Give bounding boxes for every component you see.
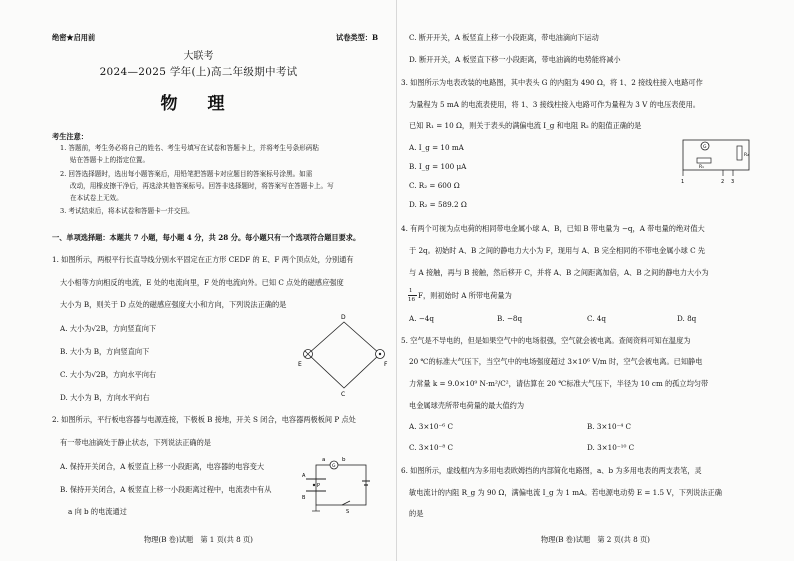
q4-option-a: A. −4q (409, 314, 434, 323)
subject-title: 物 理 (160, 94, 237, 114)
q4-option-c: C. 4q (587, 314, 606, 323)
q3-option-c: C. R₂ = 600 Ω (409, 181, 460, 190)
q2-fig-label-B: B (302, 495, 306, 501)
q2-option-a: A. 保持开关闭合，A 板竖直上移一小段距离，电容器的电容变大 (60, 462, 265, 471)
q1-option-a: A. 大小为√2B，方向竖直向下 (60, 324, 157, 333)
q4-text-line: 4. 有两个可视为点电荷的相同带电金属小球 A、B，已知 B 带电量为 −q，A 带电量的绝对值大 (401, 224, 705, 233)
q5-text-line: 电金属球壳所带电荷量的最大值约为 (409, 401, 525, 410)
note-line: 在本试卷上无效。 (70, 194, 123, 202)
q4-fraction-denominator: 16 (408, 297, 415, 303)
page-1-footer: 物理(B 卷)试题 第 1 页(共 8 页) (144, 535, 253, 544)
notes-title: 考生注意： (52, 132, 88, 141)
q2-option-c: C. 断开开关，A 板竖直上移一小段距离，带电油滴向下运动 (409, 33, 599, 42)
q5-text-line: 20 ℃的标准大气压下，当空气中的电场强度超过 3×10⁶ V/m 时，空气会被电离。已知静电 (409, 357, 703, 366)
q4-text-line: F，则初始时 A 所带电荷量为 (418, 291, 512, 300)
q6-text-line: 敏电流计的内阻 R_g 为 90 Ω，满偏电流 I_g 为 1 mA。若电源电动势 E = 1.5 V，下列说法正确 (409, 488, 722, 497)
q3-text-line: 3. 如图所示为电表改装的电路图，其中表头 G 的内阻为 490 Ω，将 1、2 接线柱接入电路可作 (401, 78, 703, 87)
q1-fig-label-d: D (341, 314, 346, 321)
q2-text-line: 2. 如图所示，平行板电容器与电源连接，下极板 B 接地，开关 S 闭合，电容器两极板间 P 点处 (52, 415, 356, 424)
q5-option-d: D. 3×10⁻¹⁰ C (587, 443, 635, 452)
q1-text-line: 大小相等方向相反的电流，E 处的电流向里，F 处的电流向外。已知 C 点处的磁感应强度 (60, 278, 344, 287)
q4-text-line: 与 A 接触，再与 B 接触，然后移开 C，并将 A、B 之间距离加倍，A、B 之间的静电力大小为 (409, 268, 709, 277)
q6-text-line: 6. 如图所示，虚线框内为多用电表欧姆挡的内部简化电路图，a、b 为多用电表的两支表笔，灵 (401, 466, 702, 475)
q4-option-d: D. 8q (677, 314, 697, 323)
note-line: 1. 答题前，考生务必将自己的姓名、考生号填写在试卷和答题卡上，并将考生号条形码粘 (60, 144, 319, 152)
q1-option-c: C. 大小为√2B，方向水平向右 (60, 370, 157, 379)
q3-option-a: A. I_g = 10 mA (409, 143, 464, 152)
q4-fraction-numerator: 1 (409, 288, 413, 294)
q3-option-b: B. I_g = 100 μA (409, 162, 467, 171)
q4-text-line: 于 2q。初始时 A、B 之间的静电力大小为 F，现用与 A、B 完全相同的不带电金属小球 C 先 (409, 246, 706, 255)
exam-title: 2024—2025 学年(上)高二年级期中考试 (99, 66, 298, 78)
q4-fraction-bar (408, 295, 417, 296)
q2-fig-label-S: S (346, 509, 350, 515)
paper-type-label: 试卷类型：B (336, 33, 379, 42)
q5-text-line: 力常量 k = 9.0×10⁹ N·m²/C²，请估算在 20 ℃标准大气压下，半径为 10 cm 的孤立均匀带 (409, 379, 709, 388)
note-line: 2. 回答选择题时，选出每小题答案后，用铅笔把答题卡对应题目的答案标号涂黑。如需 (60, 170, 313, 178)
page-2-footer: 物理(B 卷)试题 第 2 页(共 8 页) (541, 535, 650, 544)
q1-fig-label-f: F (384, 361, 388, 368)
q2-fig-label-A: A (302, 473, 306, 479)
q5-option-c: C. 3×10⁻⁸ C (409, 443, 454, 452)
q3-fig-terminal-1: 1 (681, 179, 685, 185)
q2-fig-label-a: a (322, 457, 326, 463)
q2-option-b: B. 保持开关闭合，A 板竖直上移一小段距离过程中，电流表中有从 (60, 485, 272, 494)
q3-fig-terminal-3: 3 (731, 179, 735, 185)
q1-square-figure (296, 312, 396, 396)
q3-option-d: D. R₂ = 589.2 Ω (409, 200, 467, 209)
q5-option-b: B. 3×10⁻⁴ C (587, 422, 632, 431)
q5-option-a: A. 3×10⁻⁶ C (409, 422, 453, 431)
q2-option-b-cont: a 向 b 的电流通过 (68, 507, 127, 516)
q2-capacitor-figure (302, 455, 384, 517)
q3-fig-label-r1: R₁ (699, 165, 704, 170)
q3-meter-circuit-figure (675, 134, 759, 186)
secret-label: 绝密★启用前 (52, 33, 96, 42)
section-heading: 一、单项选择题：本题共 7 小题，每小题 4 分，共 28 分。每小题只有一个选项符合题目要求。 (52, 233, 361, 242)
q3-text-line: 已知 R₁ = 10 Ω，则关于表头的满偏电流 I_g 和电阻 R₂ 的阻值正确的是 (409, 121, 642, 130)
q3-text-line: 为量程为 5 mA 的电流表使用，将 1、3 接线柱接入电路可作为量程为 3 V 的电压表使用。 (409, 100, 700, 109)
q1-text-line: 大小为 B，则关于 D 点处的磁感应强度大小和方向，下列说法正确的是 (60, 300, 287, 309)
exam-org: 大联考 (183, 51, 214, 62)
q3-fig-label-g: G (703, 145, 707, 150)
q3-fig-label-r2: R₂ (744, 153, 749, 158)
note-line: 改动，用橡皮擦干净后，再选涂其他答案标号。回答非选择题时，将答案写在答题卡上。写 (70, 182, 334, 190)
q2-fig-label-b: b (342, 457, 346, 463)
note-line: 贴在答题卡上的指定位置。 (70, 156, 150, 164)
q4-option-b: B. −8q (497, 314, 523, 323)
exam-page-2 (397, 0, 794, 561)
q1-text-line: 1. 如图所示，两根平行长直导线分别水平固定在正方形 CEDF 的 E、F 两个顶点处，分别通有 (52, 255, 354, 264)
q1-fig-label-c: C (341, 391, 346, 396)
q2-fig-label-P: P (317, 483, 321, 489)
q6-text-line: 的是 (409, 509, 424, 518)
q1-option-b: B. 大小为 B，方向竖直向下 (60, 347, 150, 356)
q1-fig-label-e: E (298, 361, 302, 368)
q2-text-line: 有一带电油滴处于静止状态，下列说法正确的是 (60, 438, 211, 447)
note-line: 3. 考试结束后，将本试卷和答题卡一并交回。 (60, 207, 194, 215)
q1-option-d: D. 大小为 B，方向水平向右 (60, 393, 150, 402)
svg-text:G: G (332, 464, 336, 469)
q5-text-line: 5. 空气是不导电的，但是如果空气中的电场很强，空气就会被电离。查阅资料可知在温度为 (401, 336, 691, 345)
q3-fig-terminal-2: 2 (721, 179, 725, 185)
q2-option-d: D. 断开开关，A 板竖直下移一小段距离，带电油滴的电势能将减小 (409, 55, 621, 64)
